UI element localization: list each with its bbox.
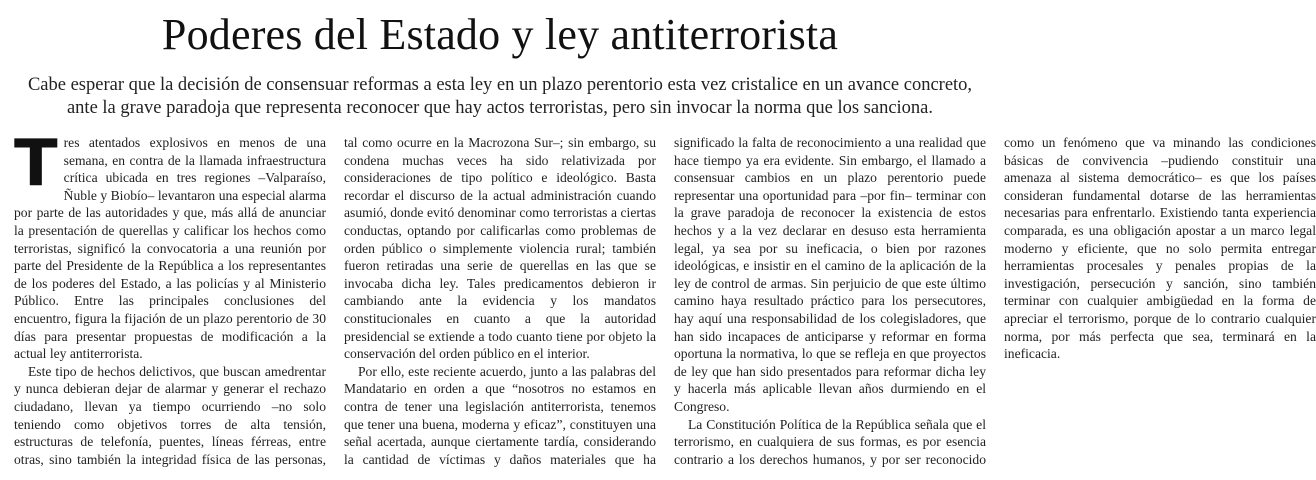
body-paragraph-2: Este tipo de hechos delictivos, que buscan amedrentar y nunca debieran dejar de alarmar y generar el rechazo ciudadano, llevan ya tiempo ocurriendo –no solo teniendo como objetivos torres de alta tensión, estructuras de telefonía, puentes, líneas férreas, entre otras, sino también la integridad física de las personas, tal como ocurre en la Macrozona Sur–; sin embargo, su condena muchas veces ha sido relativizada por consideraciones de tipo político e ideológico. Basta recordar el discurso de la actual administración cuando asumió, donde evitó denominar como terroristas a ciertas conductas, optando por calificarlas como problemas de orden público o simplemente violencia rural; también fueron retiradas una serie de querellas en las que se invocaba dicha ley. Tales predicamentos debieron ir cambiando ante la evidencia y los mandatos constitucionales en cuanto a que la autoridad presidencial se extiende a todo cuanto tiene por objeto la conservación del orden público en el interior. [14, 135, 656, 467]
body-paragraph-1-text: res atentados explosivos en menos de una semana, en contra de la llamada infraestructura crítica ubicada en tres regiones –Valparaíso, Ñuble y Biobío– levantaron una especial alarma por parte de las autoridades y que, más allá de anunciar la presentación de querellas y calificar los hechos como terroristas, significó la convocatoria a una reunión por parte del Presidente de la República a los representantes de los poderes del Estado, a las policías y al Ministerio Público. Entre las principales conclusiones del encuentro, figura la fijación de un plazo perentorio de 30 días para presentar propuestas de modificación a la actual ley antiterrorista. [14, 135, 326, 362]
body-paragraph-4: La Constitución Política de la República señala que el terrorismo, en cualquiera de sus formas, es por esencia contrario a los derechos humanos, y por ser reconocido como un fenómeno que va minando las condiciones básicas de convivencia –pudiendo constituir una amenaza al sistema democrático– es que los países consideran fundamental dotarse de las herramientas necesarias para enfrentarlo. Existiendo tanta experiencia comparada, es una obligación apostar a un marco legal moderno y eficiente, que no solo permita entregar herramientas procesales y penales propias de la investigación, persecución y sanción, sino también terminar con cualquier ambigüedad en la forma de apreciar el terrorismo, porque de lo contrario cualquier norma, por más perfecta que sea, terminará en la ineficacia. [674, 135, 1316, 467]
drop-cap: T [14, 127, 58, 201]
body-paragraph-3: Por ello, este reciente acuerdo, junto a las palabras del Mandatario en orden a que “nosotros no estamos en contra de tener una legislación antiterrorista, tenemos que tener una buena, moderna y eficaz”, constituyen una señal acertada, aunque ciertamente tardía, considerando la cantidad de víctimas y daños materiales que ha significado la falta de reconocimiento a una realidad que hace tiempo ya era evidente. Sin embargo, el llamado a consensuar cambios en un plazo perentorio puede representar una oportunidad para –por fin– terminar con la grave paradoja de reconocer la existencia de estos hechos y a la vez declarar en desuso esta herramienta legal, ya sea por su ineficacia, o bien por razones ideológicas, e insistir en el camino de la aplicación de la ley de control de armas. Sin perjuicio de que este último camino haya resultado práctico para los persecutores, hay aquí una responsabilidad de los colegisladores, que han sido incapaces de anticiparse y reformar en forma oportuna la normativa, lo que se refleja en que proyectos de ley que han sido presentados para reformar dicha ley y hacerla más aplicable llevan años durmiendo en el Congreso. [344, 135, 986, 467]
body-paragraph-1 [14, 127, 326, 363]
lead-paragraph: Cabe esperar que la decisión de consensuar reformas a esta ley en un plazo perentorio esta vez cristalice en un avance concreto, ante la grave paradoja que representa reconocer que hay actos terroristas, pero sin invocar la norma que los sanciona. [27, 75, 973, 118]
headline: Poderes del Estado y ley antiterrorista [161, 10, 839, 59]
article-body [14, 127, 1316, 474]
